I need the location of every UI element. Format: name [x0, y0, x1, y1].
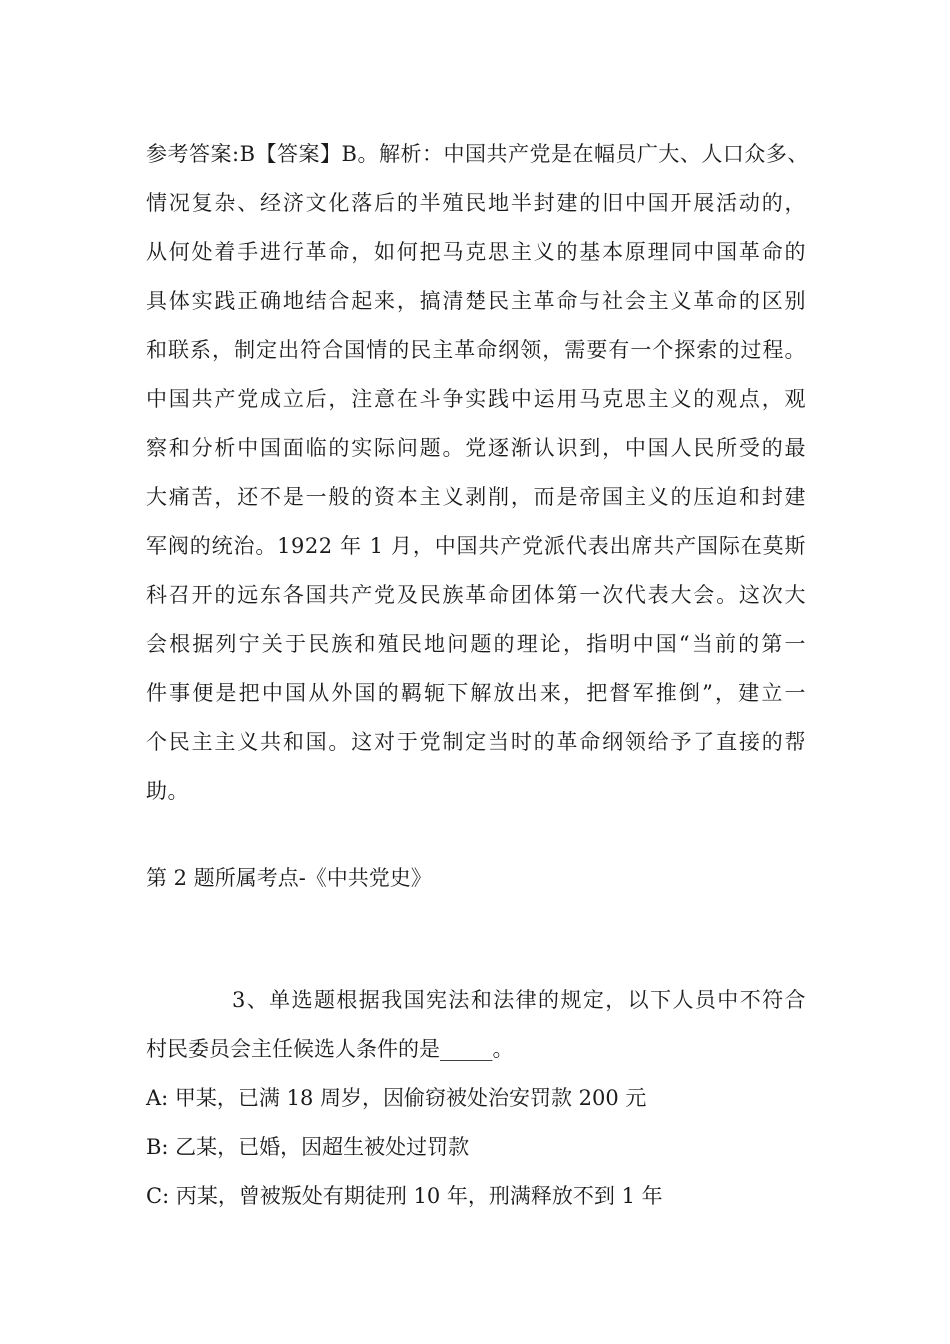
answer-line: 从何处着手进行革命，如何把马克思主义的基本原理同中国革命的	[146, 240, 806, 264]
answer-line: 大痛苦，还不是一般的资本主义剥削，而是帝国主义的压迫和封建	[146, 485, 806, 509]
answer-line: 参考答案:B【答案】B。解析：中国共产党是在幅员广大、人口众多、	[146, 142, 809, 166]
question-line: 村民委员会主任候选人条件的是_____。	[146, 1037, 514, 1061]
answer-line: 中国共产党成立后，注意在斗争实践中运用马克思主义的观点，观	[146, 387, 806, 411]
answer-explanation	[146, 130, 809, 816]
topic-label: 第 2 题所属考点-《中共党史》	[146, 866, 432, 890]
option-b: B: 乙某，已婚，因超生被处过罚款	[146, 1135, 470, 1159]
answer-line: 军阀的统治。1922 年 1 月，中国共产党派代表出席共产国际在莫斯	[146, 534, 806, 558]
question-stem	[146, 976, 806, 1074]
question-line: 3、单选题根据我国宪法和法律的规定，以下人员中不符合	[232, 988, 806, 1012]
answer-line: 察和分析中国面临的实际问题。党逐渐认识到，中国人民所受的最	[146, 436, 806, 460]
answer-line: 会根据列宁关于民族和殖民地问题的理论，指明中国“当前的第一	[146, 632, 806, 656]
answer-line: 具体实践正确地结合起来，搞清楚民主革命与社会主义革命的区别	[146, 289, 806, 313]
answer-line: 助。	[146, 779, 189, 803]
option-a: A: 甲某，已满 18 周岁，因偷窃被处治安罚款 200 元	[146, 1086, 647, 1110]
answer-line: 和联系，制定出符合国情的民主革命纲领，需要有一个探索的过程。	[146, 338, 806, 362]
answer-line: 个民主主义共和国。这对于党制定当时的革命纲领给予了直接的帮	[146, 730, 806, 754]
answer-line: 科召开的远东各国共产党及民族革命团体第一次代表大会。这次大	[146, 583, 806, 607]
answer-line: 情况复杂、经济文化落后的半殖民地半封建的旧中国开展活动的，	[146, 191, 806, 215]
option-c: C: 丙某，曾被叛处有期徒刑 10 年，刑满释放不到 1 年	[146, 1184, 663, 1208]
answer-options	[146, 1074, 806, 1221]
answer-line: 件事便是把中国从外国的羁轭下解放出来，把督军推倒”，建立一	[146, 681, 806, 705]
